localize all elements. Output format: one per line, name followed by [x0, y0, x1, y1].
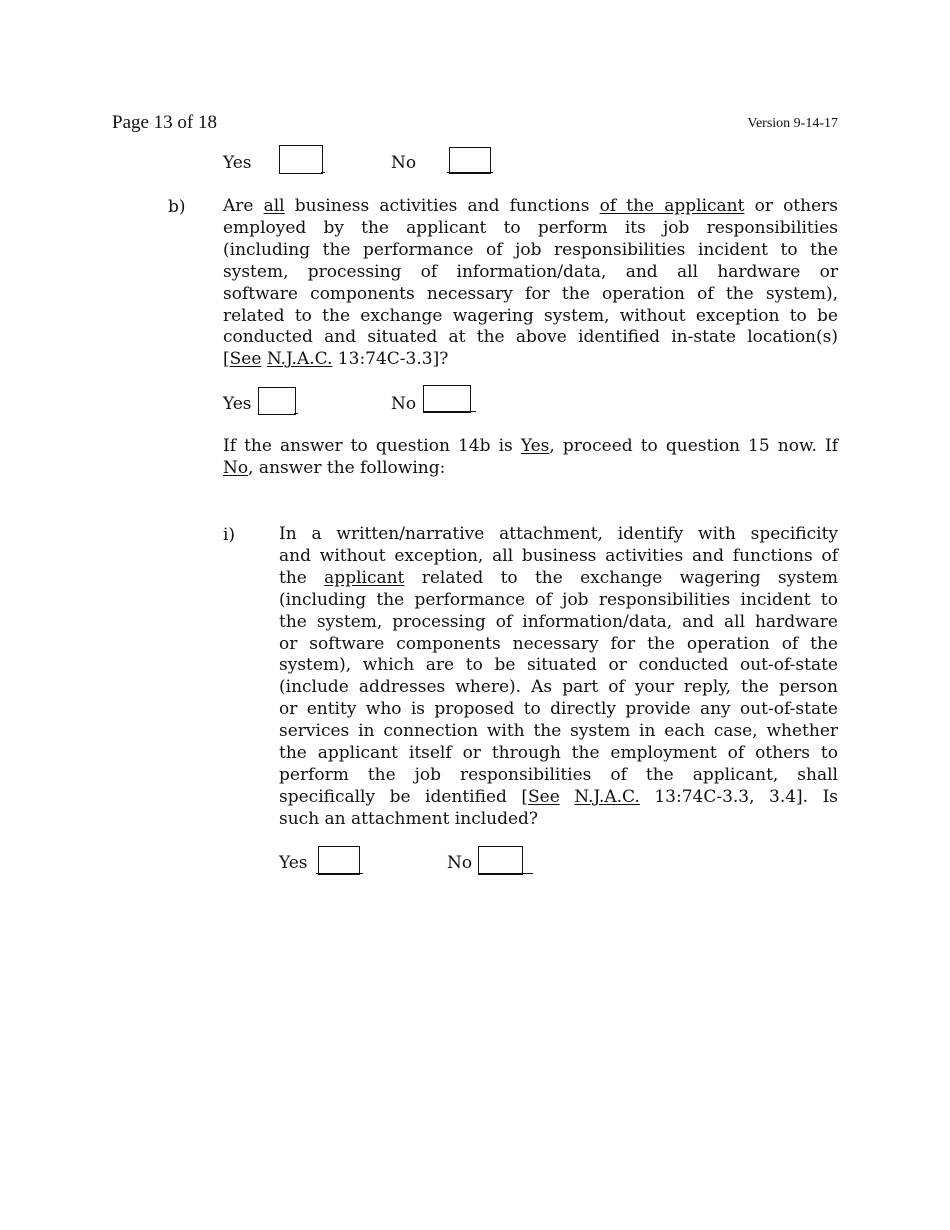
question-b-line: related to the exchange wagering system, without exception to be: [223, 305, 838, 326]
top-no-checkbox[interactable]: [449, 147, 491, 174]
question-i-no-checkbox[interactable]: [478, 846, 523, 875]
question-i-yes-checkbox[interactable]: [318, 846, 360, 875]
question-i-line: system), which are to be situated or conducted out-of-state: [279, 655, 838, 676]
underline-mark: [478, 873, 533, 874]
question-i-line: the system, processing of information/data, and all hardware: [279, 611, 838, 632]
question-i-marker: i): [223, 525, 236, 545]
question-b-line: [See N.J.A.C. 13:74C-3.3]?: [223, 349, 449, 370]
instruction-line: No, answer the following:: [223, 457, 446, 478]
version-label: Version 9-14-17: [747, 116, 838, 131]
underline-mark: [294, 413, 298, 414]
question-b-no-label: No: [391, 394, 417, 414]
question-i-line: and without exception, all business activities and functions of: [279, 545, 838, 566]
underline-mark: [321, 172, 325, 173]
question-i-line: such an attachment included?: [279, 808, 539, 829]
question-i-yes-label: Yes: [279, 853, 308, 873]
question-i-line: specifically be identified [See N.J.A.C. 13:74C-3.3, 3.4]. Is: [279, 786, 839, 807]
top-no-label: No: [391, 153, 417, 173]
question-i-no-label: No: [447, 853, 473, 873]
instruction-line: If the answer to question 14b is Yes, proceed to question 15 now. If: [223, 436, 838, 456]
top-yes-checkbox[interactable]: [279, 145, 323, 174]
question-b-line: employed by the applicant to perform its job responsibilities: [223, 217, 838, 238]
question-i-line: In a written/narrative attachment, identify with specificity: [279, 524, 838, 544]
question-b-line: conducted and situated at the above identified in-state location(s): [223, 327, 838, 348]
question-b-no-checkbox[interactable]: [423, 385, 471, 413]
underline-mark: [447, 172, 493, 173]
question-i-line: or entity who is proposed to directly provide any out-of-state: [279, 699, 838, 720]
question-i-line: the applicant itself or through the employment of others to: [279, 743, 838, 764]
question-b-text: [223, 196, 838, 371]
question-i-line: services in connection with the system in each case, whether: [279, 721, 838, 742]
underline-mark: [423, 411, 476, 412]
question-i-line: or software components necessary for the operation of the: [279, 633, 838, 654]
question-b-line: Are all business activities and functions of the applicant or others: [223, 196, 839, 216]
top-yes-label: Yes: [223, 153, 252, 173]
question-i-text: [279, 524, 838, 831]
instruction-text: [223, 436, 838, 480]
question-b-yes-checkbox[interactable]: [258, 387, 296, 415]
question-i-line: the applicant related to the exchange wagering system: [279, 567, 838, 588]
question-b-line: (including the performance of job responsibilities incident to the: [223, 239, 838, 260]
question-i-line: (include addresses where). As part of your reply, the person: [279, 677, 838, 698]
underline-mark: [316, 873, 363, 874]
question-b-marker: b): [168, 197, 186, 217]
question-b-yes-label: Yes: [223, 394, 252, 414]
question-b-line: software components necessary for the operation of the system),: [223, 283, 838, 304]
page-number: Page 13 of 18: [112, 112, 218, 133]
question-i-line: perform the job responsibilities of the applicant, shall: [279, 764, 838, 785]
question-i-line: (including the performance of job responsibilities incident to: [279, 589, 838, 610]
question-b-line: system, processing of information/data, and all hardware or: [223, 261, 838, 282]
